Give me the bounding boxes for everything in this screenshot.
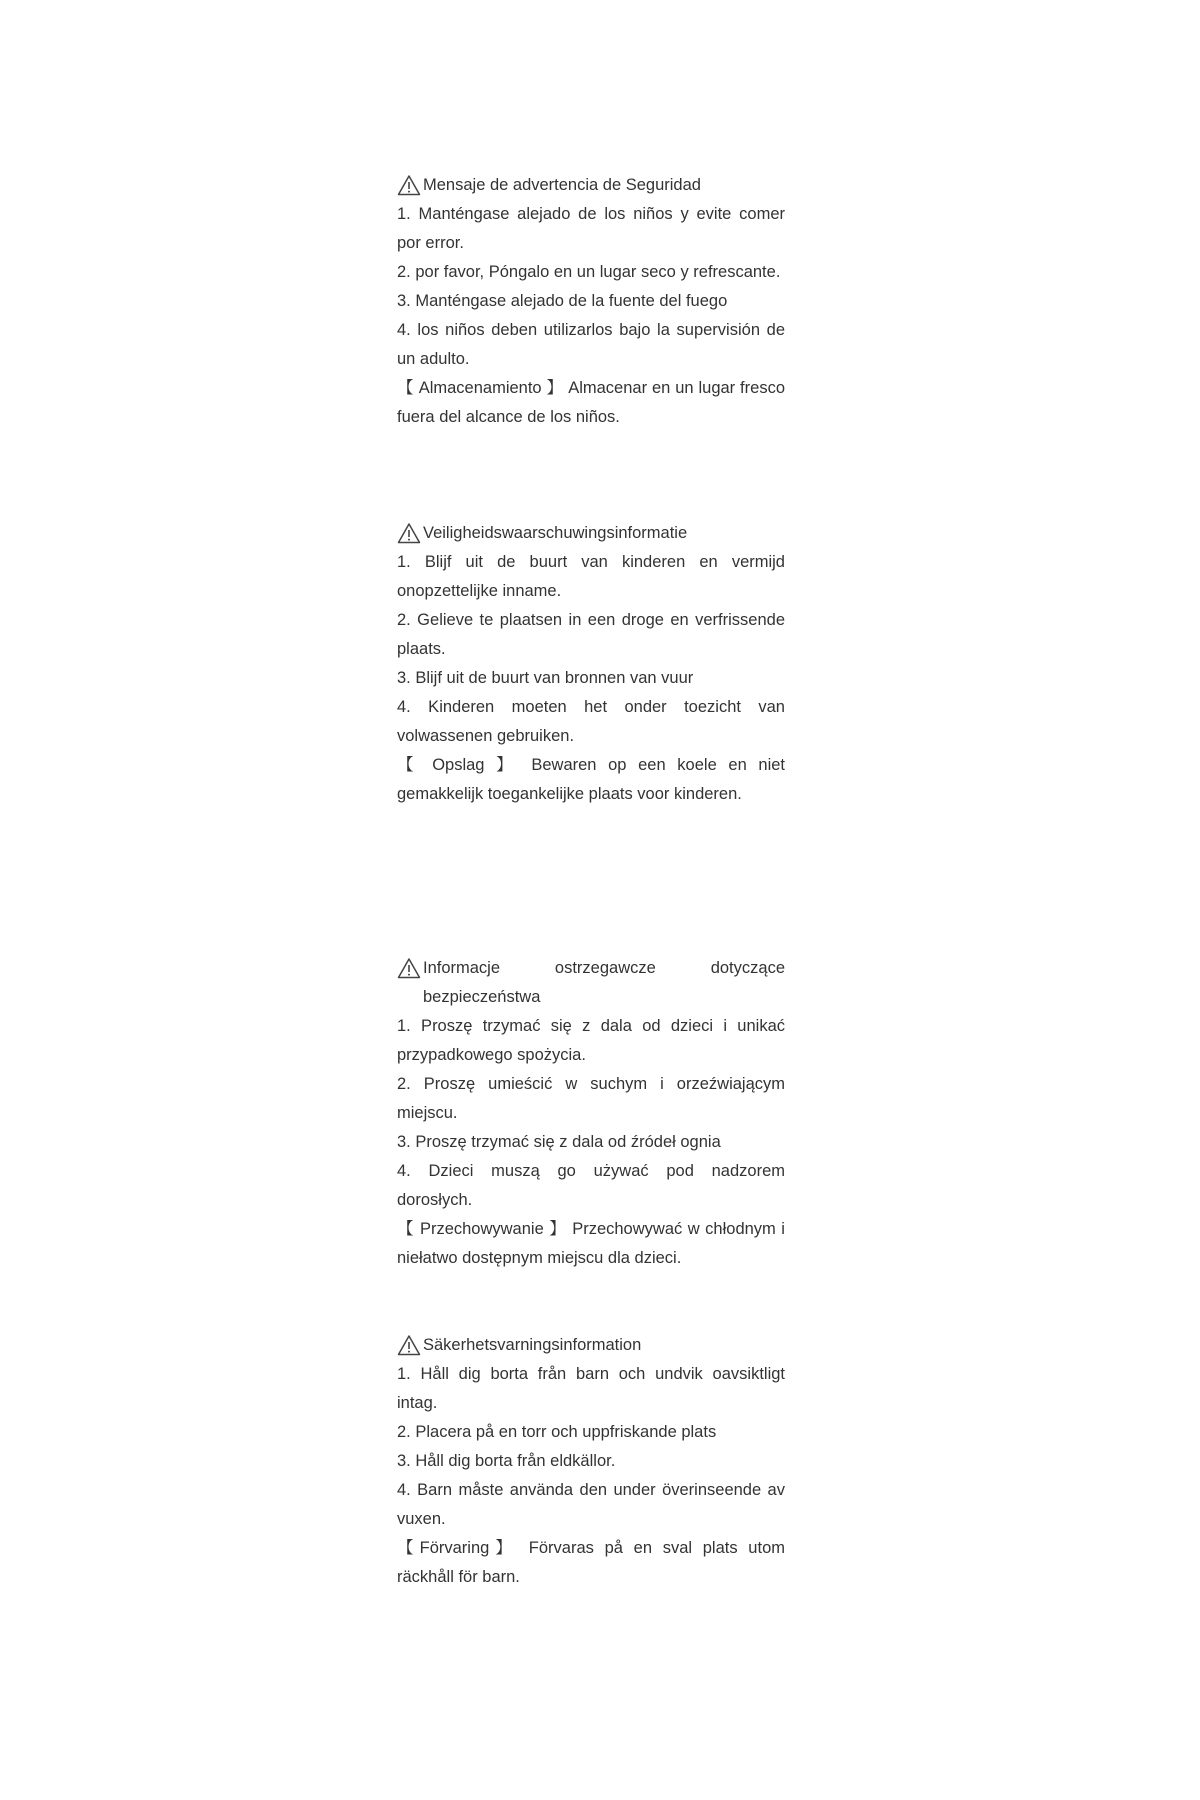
list-item: 3. Håll dig borta från eldkällor. (397, 1452, 616, 1470)
list-item: 2. Gelieve te plaatsen in een droge en verfrissende plaats. (397, 611, 785, 658)
section-heading (397, 954, 785, 1012)
heading-text: Informacje ostrzegawcze dotyczące bezpieczeństwa (423, 959, 785, 1006)
list-item: 4. Kinderen moeten het onder toezicht van volwassenen gebruiken. (397, 698, 785, 745)
heading-text: Säkerhetsvarningsinformation (423, 1336, 642, 1354)
warning-triangle-icon (397, 522, 421, 544)
section-heading (397, 1331, 785, 1360)
list-item: 2. por favor, Póngalo en un lugar seco y refrescante. (397, 263, 781, 281)
storage-note (397, 374, 785, 432)
list-item: 1. Blijf uit de buurt van kinderen en vermijd onopzettelijke inname. (397, 553, 785, 600)
storage-text: Przechowywać w chłodnym i niełatwo dostępnym miejscu dla dzieci. (397, 1220, 785, 1267)
list-item: 4. Dzieci muszą go używać pod nadzorem dorosłych. (397, 1162, 785, 1209)
storage-text: Bewaren op een koele en niet gemakkelijk toegankelijke plaats voor kinderen. (397, 756, 785, 803)
storage-text: Förvaras på en sval plats utom räckhåll för barn. (397, 1539, 785, 1586)
section-heading (397, 171, 785, 200)
list-item: 1. Proszę trzymać się z dala od dzieci i unikać przypadkowego spożycia. (397, 1017, 785, 1064)
list-item: 2. Proszę umieścić w suchym i orzeźwiającym miejscu. (397, 1075, 785, 1122)
warning-triangle-icon (397, 174, 421, 196)
list-item: 3. Proszę trzymać się z dala od źródeł ognia (397, 1133, 721, 1151)
storage-label: 【 Opslag 】 (397, 756, 520, 774)
storage-label: 【 Przechowywanie 】 (397, 1220, 567, 1238)
warning-triangle-icon (397, 1334, 421, 1356)
storage-note (397, 1215, 785, 1273)
storage-note (397, 1534, 785, 1592)
storage-note (397, 751, 785, 809)
warning-triangle-icon (397, 957, 421, 979)
section-spanish (397, 171, 785, 432)
section-polish (397, 954, 785, 1273)
list-item: 4. Barn måste använda den under överinseende av vuxen. (397, 1481, 785, 1528)
list-item: 3. Blijf uit de buurt van bronnen van vuur (397, 669, 694, 687)
list-item: 1. Manténgase alejado de los niños y evite comer por error. (397, 205, 785, 252)
section-dutch (397, 519, 785, 809)
heading-text: Mensaje de advertencia de Seguridad (423, 176, 701, 194)
section-swedish (397, 1331, 785, 1592)
storage-label: 【 Almacenamiento 】 (397, 379, 564, 397)
list-item: 3. Manténgase alejado de la fuente del fuego (397, 292, 728, 310)
heading-text: Veiligheidswaarschuwingsinformatie (423, 524, 688, 542)
list-item: 4. los niños deben utilizarlos bajo la supervisión de un adulto. (397, 321, 785, 368)
list-item: 2. Placera på en torr och uppfriskande plats (397, 1423, 717, 1441)
list-item: 1. Håll dig borta från barn och undvik oavsiktligt intag. (397, 1365, 785, 1412)
section-heading (397, 519, 785, 548)
storage-text: Almacenar en un lugar fresco fuera del alcance de los niños. (397, 379, 785, 426)
storage-label: 【Förvaring】 (397, 1539, 519, 1557)
